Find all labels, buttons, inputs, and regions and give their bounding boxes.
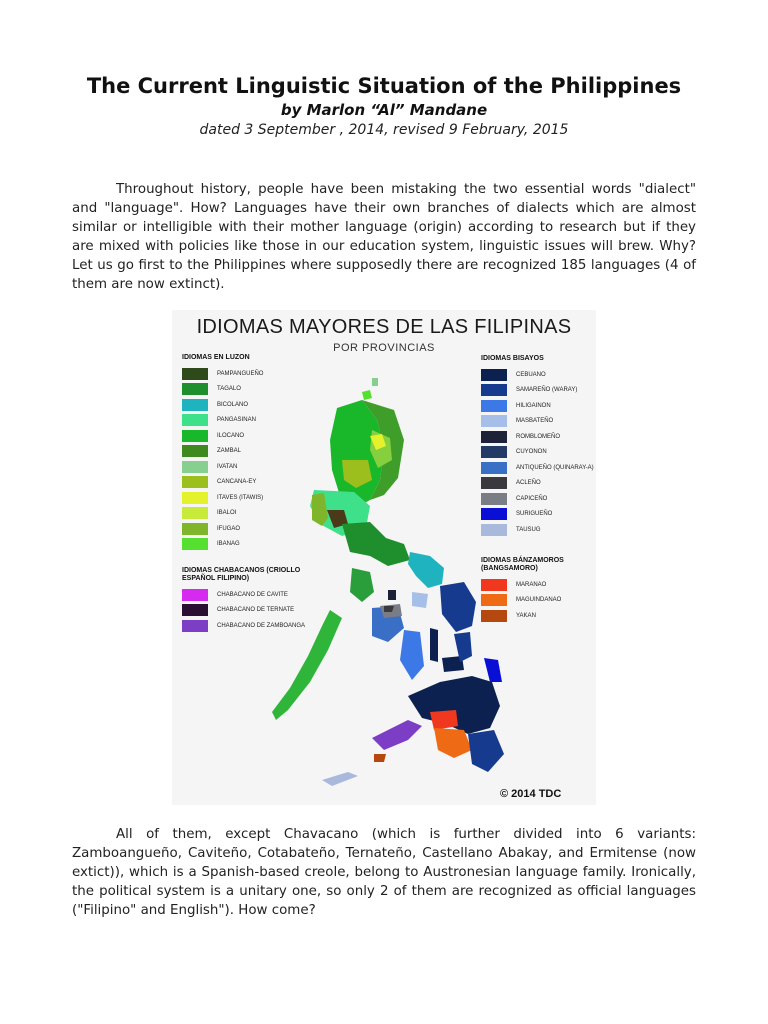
legend-label: SURIGUEÑO [516,511,553,517]
intro-paragraph: Throughout history, people have been mistaking the two essential words "dialect" and "language". How? Languages have their own branches of dialects which are almost similar or intelligible with their mother language (origin) according to research but if they are mixed with policies like those in our education system, linguistic issues will brew. Why? Let us go first to the Philippines where supposedly there are recognized 185 languages (4 of them are now extinct). [72,182,696,292]
map-copyright: © 2014 TDC [500,788,562,800]
legend-item [182,428,263,444]
tagalog-region [342,522,410,566]
legend-label: PAMPANGUEÑO [217,370,264,377]
legend-bisayos-list [481,367,594,538]
legend-luzon-list [182,366,263,552]
legend-swatch [182,368,208,380]
legend-item [481,491,594,507]
legend-label: ACLEÑO [516,480,541,486]
legend-label: CUYONON [516,449,547,455]
legend-swatch [182,430,208,442]
masbate-island [412,592,428,608]
legend-label: ANTIQUEÑO (QUINARAY-A) [516,464,594,471]
legend-item [182,587,312,603]
negros-island [400,630,424,680]
legend-item [481,577,591,593]
legend-swatch [182,383,208,395]
legend-bangsamoro-list [481,577,591,624]
legend-label: MAGUINDANAO [516,597,562,603]
legend-bisayos-heading: IDIOMAS BISAYOS [481,355,544,362]
samar-island [440,582,476,632]
legend-label: CEBUANO [516,371,546,378]
legend-label: IBALOI [217,510,237,516]
map-subtitle: POR PROVINCIAS [333,342,435,354]
legend-item [481,445,594,461]
legend-swatch [182,620,208,632]
surigao-region [484,658,502,682]
legend-label: CANCANA-EY [217,479,257,485]
legend-swatch [481,446,507,458]
legend-swatch [182,492,208,504]
legend-label: TAGALO [217,386,241,392]
legend-chabacanos [182,567,312,634]
legend-swatch [481,400,507,412]
legend-swatch [481,369,507,381]
legend-item [182,490,263,506]
legend-swatch [481,508,507,520]
legend-swatch [481,610,507,622]
legend-label: ITAVES (ITAWIS) [217,494,264,501]
legend-item [481,429,594,445]
legend-bangsamoro [481,557,591,624]
legend-luzon-heading: IDIOMAS EN LUZON [182,354,250,361]
legend-swatch [182,523,208,535]
basilan-island [374,754,386,762]
legend-swatch [182,461,208,473]
sulu-islands [322,772,358,786]
document-date: dated 3 September , 2014, revised 9 February, 2015 [199,122,569,138]
legend-item [182,618,312,634]
legend-chabacanos-heading: IDIOMAS CHABACANOS (CRIOLLO ESPAÑOL FILIPINO) [182,567,301,582]
cebu-island [430,628,438,662]
legend-label: CHABACANO DE TERNATE [217,607,295,613]
legend-swatch [481,477,507,489]
mindoro-island [350,568,374,602]
legend-item [182,366,263,382]
legend-item [481,593,591,609]
legend-swatch [481,415,507,427]
legend-item [481,460,594,476]
legend-chabacanos-list [182,587,312,634]
legend-swatch [182,604,208,616]
document-author: by Marlon “Al” Mandane [280,101,488,119]
legend-bisayos [481,355,594,538]
legend-swatch [182,589,208,601]
legend-label: ILOCANO [217,432,245,439]
map-title: IDIOMAS MAYORES DE LAS FILIPINAS [196,316,572,338]
legend-label: ZAMBAL [217,448,242,454]
legend-item [481,476,594,492]
legend-label: PANGASINAN [217,417,256,423]
legend-item [182,459,263,475]
legend-label: IBANAG [217,541,240,547]
legend-swatch [481,594,507,606]
legend-label: ROMBLOMEÑO [516,433,561,440]
closing-paragraph: All of them, except Chavacano (which is further divided into 6 variants: Zamboangueño, Caviteño, Cotabateño, Ternateño, Castellano Abakay, and Ermitense (now extict)), which is a Spanish-based creole, belong to Austronesian language family. Ironically, the political system is a unitary one, so only 2 of them are recognized as official languages ("Filipino" and English"). How come? [72,827,696,918]
legend-label: CHABACANO DE ZAMBOANGA [217,622,306,629]
legend-label: CAPICEÑO [516,495,548,502]
zamboanga-peninsula [372,720,422,750]
mindanao-south-region [468,730,504,772]
legend-item [182,506,263,522]
legend-item [481,608,591,624]
language-map-figure [172,310,596,805]
legend-item [481,398,594,414]
romblon-island [388,590,396,600]
legend-item [182,397,263,413]
legend-item [182,521,263,537]
legend-label: IFUGAO [217,525,241,532]
legend-item [182,413,263,429]
legend-label: MASBATEÑO [516,418,554,424]
bicol-region [408,552,444,588]
legend-label: HILIGAINON [516,402,551,409]
babuyan-island [362,390,372,400]
legend-swatch [481,462,507,474]
legend-swatch [182,414,208,426]
legend-swatch [182,399,208,411]
legend-item [182,537,263,553]
document-title: The Current Linguistic Situation of the Philippines [86,74,682,98]
legend-swatch [481,431,507,443]
legend-item [481,414,594,430]
legend-swatch [481,524,507,536]
legend-swatch [182,507,208,519]
legend-label: MARANAO [516,581,547,588]
legend-swatch [481,384,507,396]
legend-swatch [182,445,208,457]
legend-item [481,507,594,523]
legend-swatch [481,493,507,505]
legend-label: CHABACANO DE CAVITE [217,591,288,598]
legend-swatch [481,579,507,591]
legend-item [481,383,594,399]
legend-item [182,382,263,398]
legend-swatch [182,476,208,488]
legend-label: YAKAN [516,612,536,619]
legend-item [182,475,263,491]
legend-item [182,444,263,460]
legend-label: BICOLANO [217,401,249,408]
legend-item [481,522,594,538]
legend-item [481,367,594,383]
legend-label: SAMAREÑO (WARAY) [516,387,578,393]
legend-swatch [182,538,208,550]
legend-label: IVATAN [217,463,238,470]
legend-bangsamoro-heading: IDIOMAS BÁNZAMOROS (BANGSAMORO) [481,557,564,572]
legend-label: TAUSUG [516,526,541,533]
batanes-island [372,378,378,386]
legend-item [182,603,312,619]
legend-luzon [182,354,263,552]
